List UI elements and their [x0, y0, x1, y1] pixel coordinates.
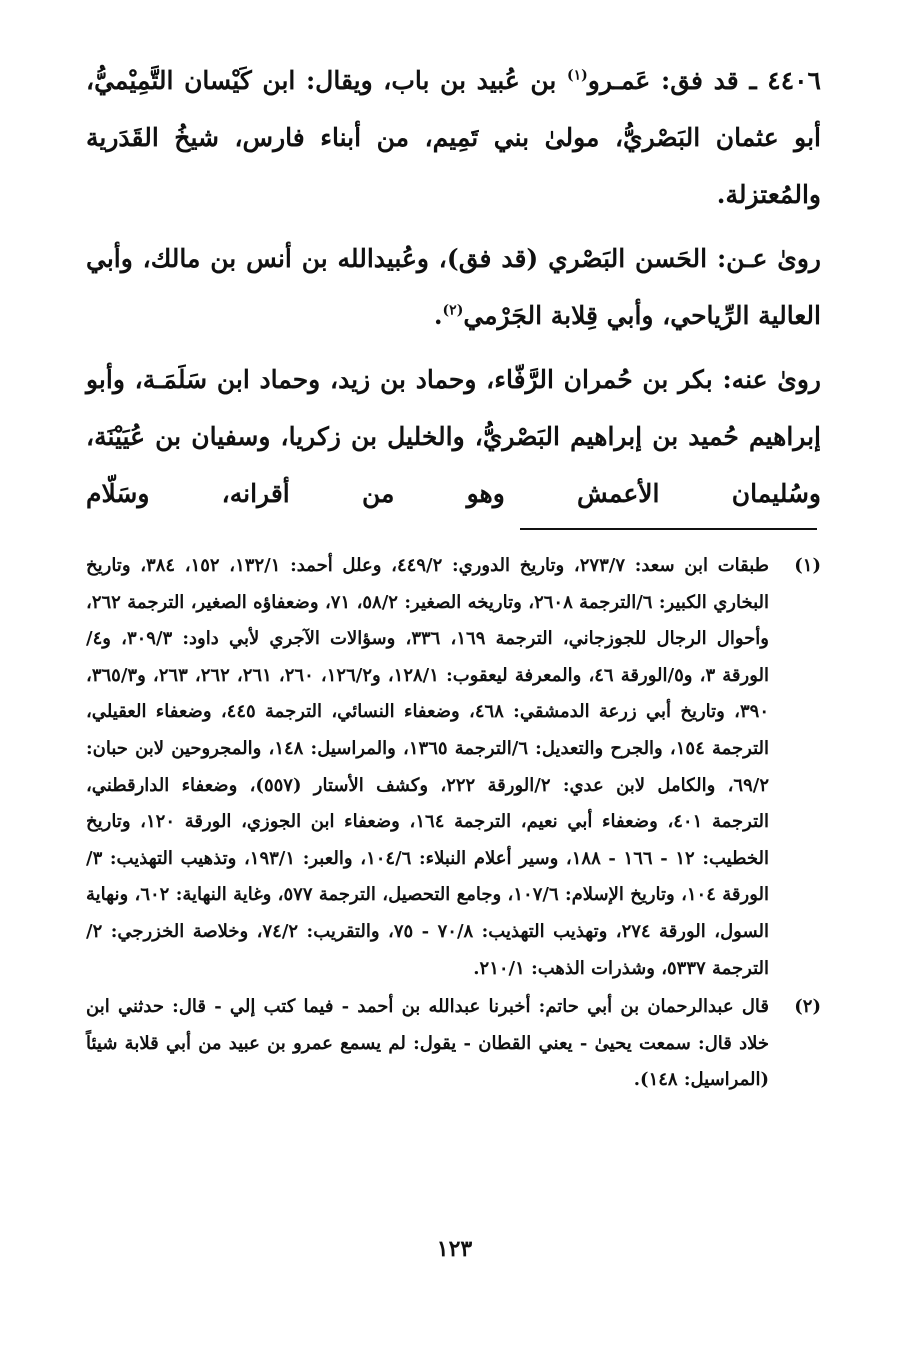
- footnote-text: طبقات ابن سعد: ٢٧٣/٧، وتاريخ الدوري: ٤٤٩/٢، وعلل أحمد: ١٣٢/١، ١٥٢، ٣٨٤، وتاريخ البخاري الكبير: ٦/الترجمة ٢٦٠٨، وتاريخه الصغير: ٥٨/٢، ٧١، وضعفاؤه الصغير، الترجمة ٢٦٢، وأحوال الرجال للجوزجاني، الترجمة ١٦٩، ٣٣٦، وسؤالات الآجري لأبي داود: ٣٠٩/٣، و٤/الورقة ٣، و٥/الورقة ٤٦، والمعرفة ليعقوب: ١٢٨/١، و١٢٦/٢، ٢٦٠، ٢٦١، ٢٦٢، ٢٦٣، و٣٦٥/٣، ٣٩٠، وتاريخ أبي زرعة الدمشقي: ٤٦٨، وضعفاء النسائي، الترجمة ٤٤٥، وضعفاء العقيلي، الترجمة ١٥٤، والجرح والتعديل: ٦/الترجمة ١٣٦٥، والمراسيل: ١٤٨، والمجروحين لابن حبان: ٦٩/٢، والكامل لابن عدي: ٢/الورقة ٢٢٢، وكشف الأستار (٥٥٧)، وضعفاء الدارقطني، الترجمة ٤٠١، وضعفاء أبي نعيم، الترجمة ١٦٤، وضعفاء ابن الجوزي، الورقة ١٢٠، وتاريخ الخطيب: ١٢ - ١٦٦ - ١٨٨، وسير أعلام النبلاء: ١٠٤/٦، والعبر: ١٩٣/١، وتذهيب التهذيب: ٣/الورقة ١٠٤، وتاريخ الإسلام: ١٠٧/٦، وجامع التحصيل، الترجمة ٥٧٧، وغاية النهاية: ٦٠٢، ونهاية السول، الورقة ٢٧٤، وتهذيب التهذيب: ٧٠/٨ - ٧٥، والتقريب: ٧٤/٢، وخلاصة الخزرجي: ٢/الترجمة ٥٣٣٧، وشذرات الذهب: ٢١٠/١.: [86, 555, 770, 979]
- entry-heading-paragraph: [86, 52, 821, 223]
- footnote-number: (١): [794, 555, 821, 576]
- footnotes-section: [86, 548, 821, 1101]
- narrated-from-paragraph: [86, 230, 821, 344]
- biography-entry: [86, 52, 821, 529]
- narrated-by-label: روىٰ عنه:: [722, 365, 821, 394]
- narrated-from-text: الحَسن البَصْري (قد فق)، وعُبيدالله بن أنس بن مالك، وأبي العالية الرِّياحي، وأبي قِلابة الجَرْمي: [86, 244, 821, 330]
- narrated-from-end: .: [433, 301, 443, 330]
- narrated-from-label: روىٰ عـن:: [716, 244, 821, 273]
- narrated-by-paragraph: [86, 351, 821, 522]
- footnote-ref-2: (٢): [442, 302, 464, 319]
- footnote-2: [86, 989, 821, 1099]
- entry-name-start: عَمـرو: [587, 66, 651, 95]
- entry-symbol: قد فق:: [660, 66, 739, 95]
- footnote-ref-1: (١): [567, 67, 588, 84]
- footnote-text: قال عبدالرحمان بن أبي حاتم: أخبرنا عبدالله بن أحمد - فيما كتب إلي - قال: حدثني ابن خلاد قال: سمعت يحيىٰ - يعني القطان - يقول: لم يسمع عمرو بن عبيد من أبي قلابة شيئاً (المراسيل: ١٤٨).: [86, 996, 769, 1091]
- page-number: ١٢٣: [436, 1236, 473, 1262]
- entry-separator: ـ: [749, 66, 757, 95]
- entry-number: ٤٤٠٦: [767, 66, 821, 95]
- footnote-divider: [520, 528, 817, 530]
- footnote-number: (٢): [794, 996, 821, 1018]
- footnote-1: [86, 548, 821, 987]
- entry-name-rest: بن عُبيد بن باب، ويقال: ابن كَيْسان التَّمِيْميُّ، أبو عثمان البَصْريُّ، مولىٰ بني تَمِيم، من أبناء فارس، شيخُ القَدَرية والمُعتزلة.: [86, 66, 821, 209]
- narrated-by-text: بكر بن حُمران الرَّفّاء، وحماد بن زيد، وحماد ابن سَلَمَـة، وأبو إبراهيم حُميد بن إبراهيم البَصْريُّ، والخليل بن زكريا، وسفيان بن عُيَيْنَة، وسُليمان الأعمش وهو من أقرانه، وسَلّام: [86, 365, 821, 508]
